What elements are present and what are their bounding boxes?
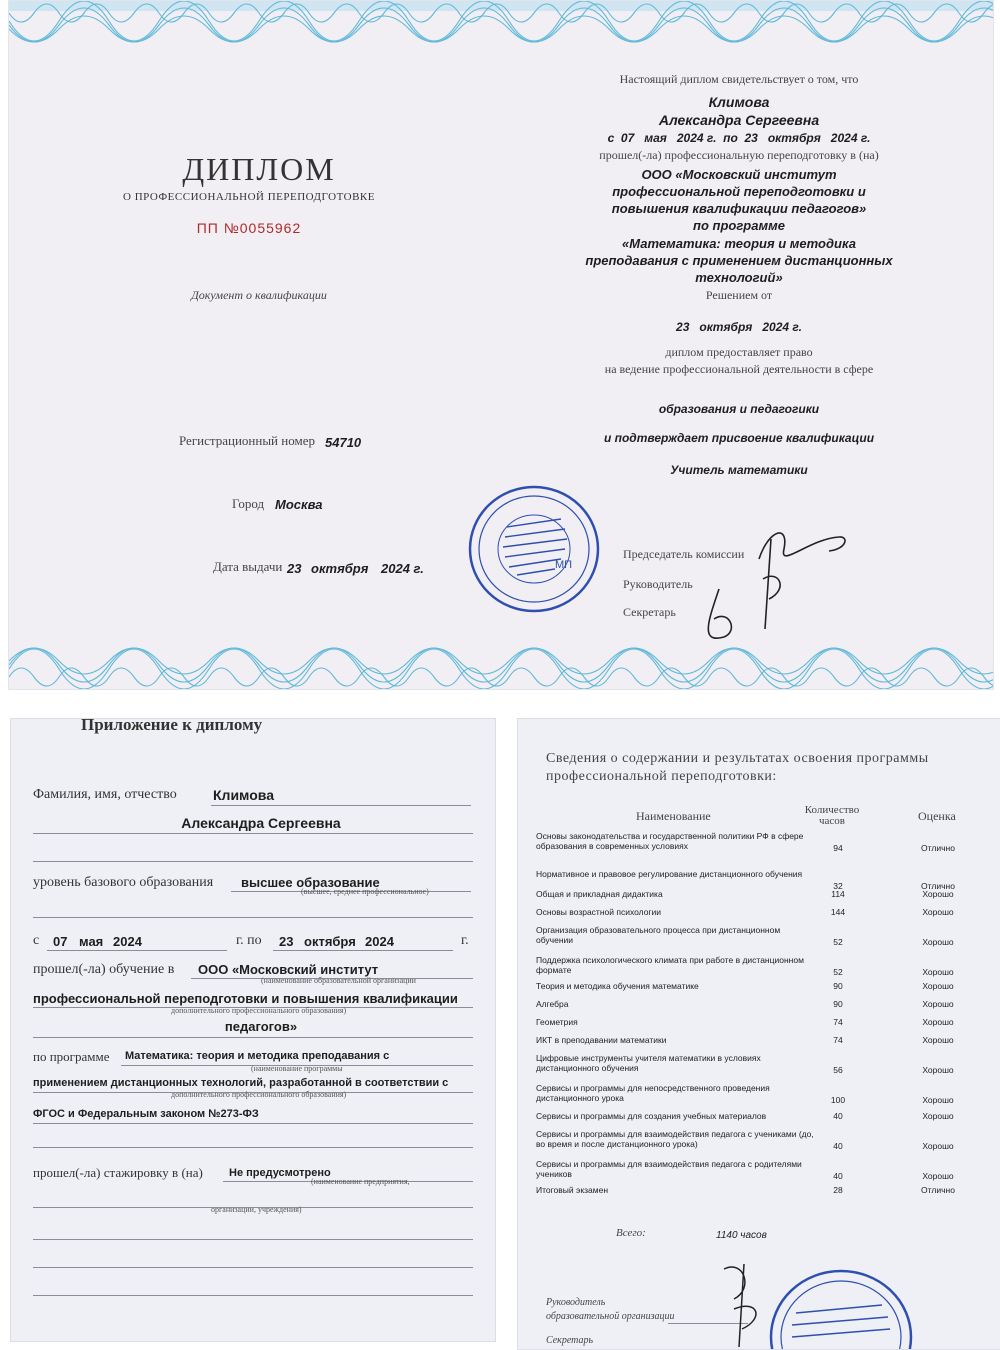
- sig-head-2: образовательной организации: [546, 1311, 675, 1322]
- org-2: профессиональной переподготовки и повышения квалификации: [33, 991, 458, 1006]
- issue-year: 2024 г.: [381, 561, 424, 576]
- appendix-title: Приложение к диплому: [81, 715, 263, 734]
- grants-right-2: на ведение профессиональной деятельности в сфере: [604, 362, 874, 376]
- subject-name: Сервисы и программы для взаимодействия педагога с родителями учеников: [536, 1159, 802, 1179]
- subject-grade: Хорошо: [922, 1171, 954, 1181]
- fio-surname: Климова: [213, 787, 274, 803]
- stamp-mp: МП: [555, 559, 573, 571]
- decision-label: Решением от: [705, 288, 773, 302]
- from-year: 2024: [113, 934, 142, 949]
- grants-right-1: диплом предоставляет право: [665, 345, 813, 359]
- reg-number-label: Регистрационный номер: [179, 433, 315, 448]
- program-label: по программе: [33, 1049, 110, 1064]
- subject-name: Нормативное и правовое регулирование дистанционного обучения: [536, 869, 803, 879]
- subject-name: Сервисы и программы для непосредственного проведения дистанционного урока: [536, 1083, 770, 1103]
- subject-grade: Отлично: [921, 881, 955, 891]
- results-title-2: профессиональной переподготовки:: [546, 769, 777, 784]
- subject-hours: 90: [833, 981, 843, 991]
- holder-surname: Климова: [708, 94, 770, 110]
- sphere: образования и педагогики: [658, 402, 820, 416]
- subject-grade: Хорошо: [922, 1065, 954, 1075]
- program-line-2: преподавания с применением дистанционных: [585, 253, 893, 268]
- edu-level-label: уровень базового образования: [33, 875, 214, 890]
- subject-name: Основы возрастной психологии: [536, 907, 662, 917]
- subject-name: Итоговый экзамен: [536, 1185, 609, 1195]
- program-line-3: технологий»: [695, 270, 783, 285]
- org-1: ООО «Московский институт: [198, 962, 379, 977]
- program-line-1: «Математика: теория и методика: [622, 236, 856, 251]
- subject-grade: Хорошо: [922, 967, 954, 977]
- subject-name: Теория и методика обучения математике: [536, 981, 699, 991]
- fio-label: Фамилия, имя, отчество: [33, 787, 177, 802]
- issue-day: 23: [287, 561, 302, 576]
- subject-name: Основы законодательства и государственной политики РФ в сфере образования в современных условиях: [536, 831, 804, 851]
- subject-hours: 40: [833, 1141, 843, 1151]
- internship-label: прошел(-ла) стажировку в (на): [33, 1165, 203, 1180]
- subject-name: Общая и прикладная дидактика: [536, 889, 663, 899]
- decision-date: 23 октября 2024 г.: [676, 320, 802, 334]
- subject-hours: 74: [833, 1035, 843, 1045]
- subject-hours: 56: [833, 1065, 843, 1075]
- signatures: [699, 519, 859, 649]
- subject-hours: 74: [833, 1017, 843, 1027]
- diploma-title: ДИПЛОМ: [182, 151, 336, 187]
- to-year: 2024: [365, 934, 394, 949]
- org-3: педагогов»: [224, 1019, 298, 1034]
- sig-head-1: Руководитель: [546, 1297, 606, 1308]
- subject-grade: Хорошо: [922, 907, 954, 917]
- subject-grade: Отлично: [921, 1185, 955, 1195]
- org-hint-1: (наименование образовательной организации: [261, 976, 416, 985]
- diploma-number: ПП №0055962: [196, 220, 302, 236]
- program-label: по программе: [693, 218, 785, 233]
- subject-grade: Хорошо: [922, 937, 954, 947]
- subject-grade: Хорошо: [922, 1017, 954, 1027]
- program-1: Математика: теория и методика преподавания с: [125, 1050, 390, 1062]
- to-day: 23: [279, 934, 294, 949]
- subject-grade: Отлично: [921, 843, 955, 853]
- org-line-3: повышения квалификации педагогов»: [611, 201, 867, 216]
- end-g: г.: [461, 933, 469, 948]
- to-label: г. по: [236, 933, 262, 948]
- subject-hours: 94: [833, 843, 843, 853]
- internship-hint-1: (наименование предприятия,: [311, 1177, 410, 1186]
- to-month: октября: [304, 934, 356, 949]
- from-day: 07: [53, 934, 68, 949]
- subject-hours: 52: [833, 967, 843, 977]
- subject-hours: 40: [833, 1171, 843, 1181]
- diploma-spread: [8, 0, 994, 690]
- subject-hours: 28: [833, 1185, 843, 1195]
- subject-grade: Хорошо: [922, 981, 954, 991]
- city: Москва: [275, 497, 323, 512]
- subject-hours: 40: [833, 1111, 843, 1121]
- subject-name: Цифровые инструменты учителя математики в условиях дистанционного обучения: [536, 1053, 761, 1073]
- subject-hours: 100: [830, 1095, 846, 1105]
- study-period: с 07 мая 2024 г. по 23 октября 2024 г.: [607, 131, 871, 145]
- diploma-appendix: [10, 715, 496, 1342]
- subject-grade: Хорошо: [922, 1035, 954, 1045]
- program-hint-2: дополнительного профессионального образования): [171, 1090, 347, 1099]
- org-line-2: профессиональной переподготовки и: [612, 184, 866, 199]
- qualification: Учитель математики: [670, 463, 808, 477]
- subject-grade: Хорошо: [922, 1095, 954, 1105]
- subject-hours: 114: [831, 889, 845, 899]
- program-3: ФГОС и Федеральным законом №273-ФЗ: [33, 1108, 259, 1120]
- edu-level-value: высшее образование: [241, 875, 380, 890]
- sig-secretary: Секретарь: [546, 1335, 594, 1346]
- subject-hours: 52: [833, 937, 843, 947]
- sig-head-label: Руководитель: [623, 577, 693, 591]
- subject-grade: Хорошо: [922, 889, 954, 899]
- subject-name: Алгебра: [536, 999, 569, 1009]
- subject-grade: Хорошо: [922, 1111, 954, 1121]
- subject-hours: 144: [830, 907, 846, 917]
- results-title-1: Сведения о содержании и результатах освоения программы: [546, 751, 929, 766]
- city-label: Город: [232, 496, 265, 511]
- col-hours-header: Количество часов: [804, 804, 860, 827]
- subject-name: Поддержка психологического климата при работе в дистанционном формате: [536, 955, 804, 975]
- organization-stamp: [465, 483, 603, 615]
- edu-level-hint: (высшее, среднее профессиональное): [301, 887, 429, 896]
- issue-month: октября: [311, 561, 369, 576]
- subject-name: Сервисы и программы для взаимодействия педагога с учениками (до, во время и после дистанционного урока): [536, 1129, 814, 1149]
- fio-name: Александра Сергеевна: [181, 815, 341, 831]
- subject-grade: Хорошо: [922, 999, 954, 1009]
- diploma-subtitle: О ПРОФЕССИОНАЛЬНОЙ ПЕРЕПОДГОТОВКЕ: [123, 191, 375, 203]
- col-grade-header: Оценка: [918, 809, 956, 823]
- subject-hours: 32: [833, 881, 843, 891]
- program-2: применением дистанционных технологий, разработанной в соответствии с: [33, 1077, 449, 1089]
- subject-hours: 90: [833, 999, 843, 1009]
- subject-name: Организация образовательного процесса при дистанционном обучении: [536, 925, 781, 945]
- confirms-qualification: и подтверждает присвоение квалификации: [603, 431, 875, 445]
- passed-retraining: прошел(-ла) профессиональную переподготовку в (на): [599, 148, 879, 162]
- col-name-header: Наименование: [636, 809, 711, 823]
- total-value: 1140 часов: [716, 1230, 767, 1241]
- diploma-intro: Настоящий диплом свидетельствует о том, что: [619, 72, 859, 86]
- sig-chair-label: Председатель комиссии: [623, 547, 745, 561]
- subject-name: Сервисы и программы для создания учебных материалов: [536, 1111, 767, 1121]
- study-label: прошел(-ла) обучение в: [33, 962, 175, 977]
- top-ornament-border: [9, 1, 993, 71]
- org-line-1: ООО «Московский институт: [641, 167, 837, 182]
- from-label: с: [33, 933, 40, 948]
- internship-hint-2: организации, учреждения): [211, 1205, 302, 1214]
- holder-name: Александра Сергеевна: [658, 112, 820, 128]
- sig-secretary-label: Секретарь: [623, 605, 676, 619]
- org-hint-2: дополнительного профессионального образования): [171, 1006, 347, 1015]
- document-type: Документ о квалификации: [191, 288, 327, 302]
- reg-number: 54710: [325, 435, 362, 450]
- program-results: [517, 718, 1000, 1350]
- subject-name: Геометрия: [536, 1017, 578, 1027]
- program-hint-1: (наименование программы: [251, 1064, 343, 1073]
- subject-name: ИКТ в преподавании математики: [536, 1035, 667, 1045]
- results-stamp: [766, 1267, 916, 1349]
- from-month: мая: [79, 934, 104, 949]
- total-label: Всего:: [616, 1227, 646, 1239]
- subject-grade: Хорошо: [922, 1141, 954, 1151]
- internship-value: Не предусмотрено: [229, 1167, 331, 1179]
- issue-date-label: Дата выдачи: [213, 559, 283, 574]
